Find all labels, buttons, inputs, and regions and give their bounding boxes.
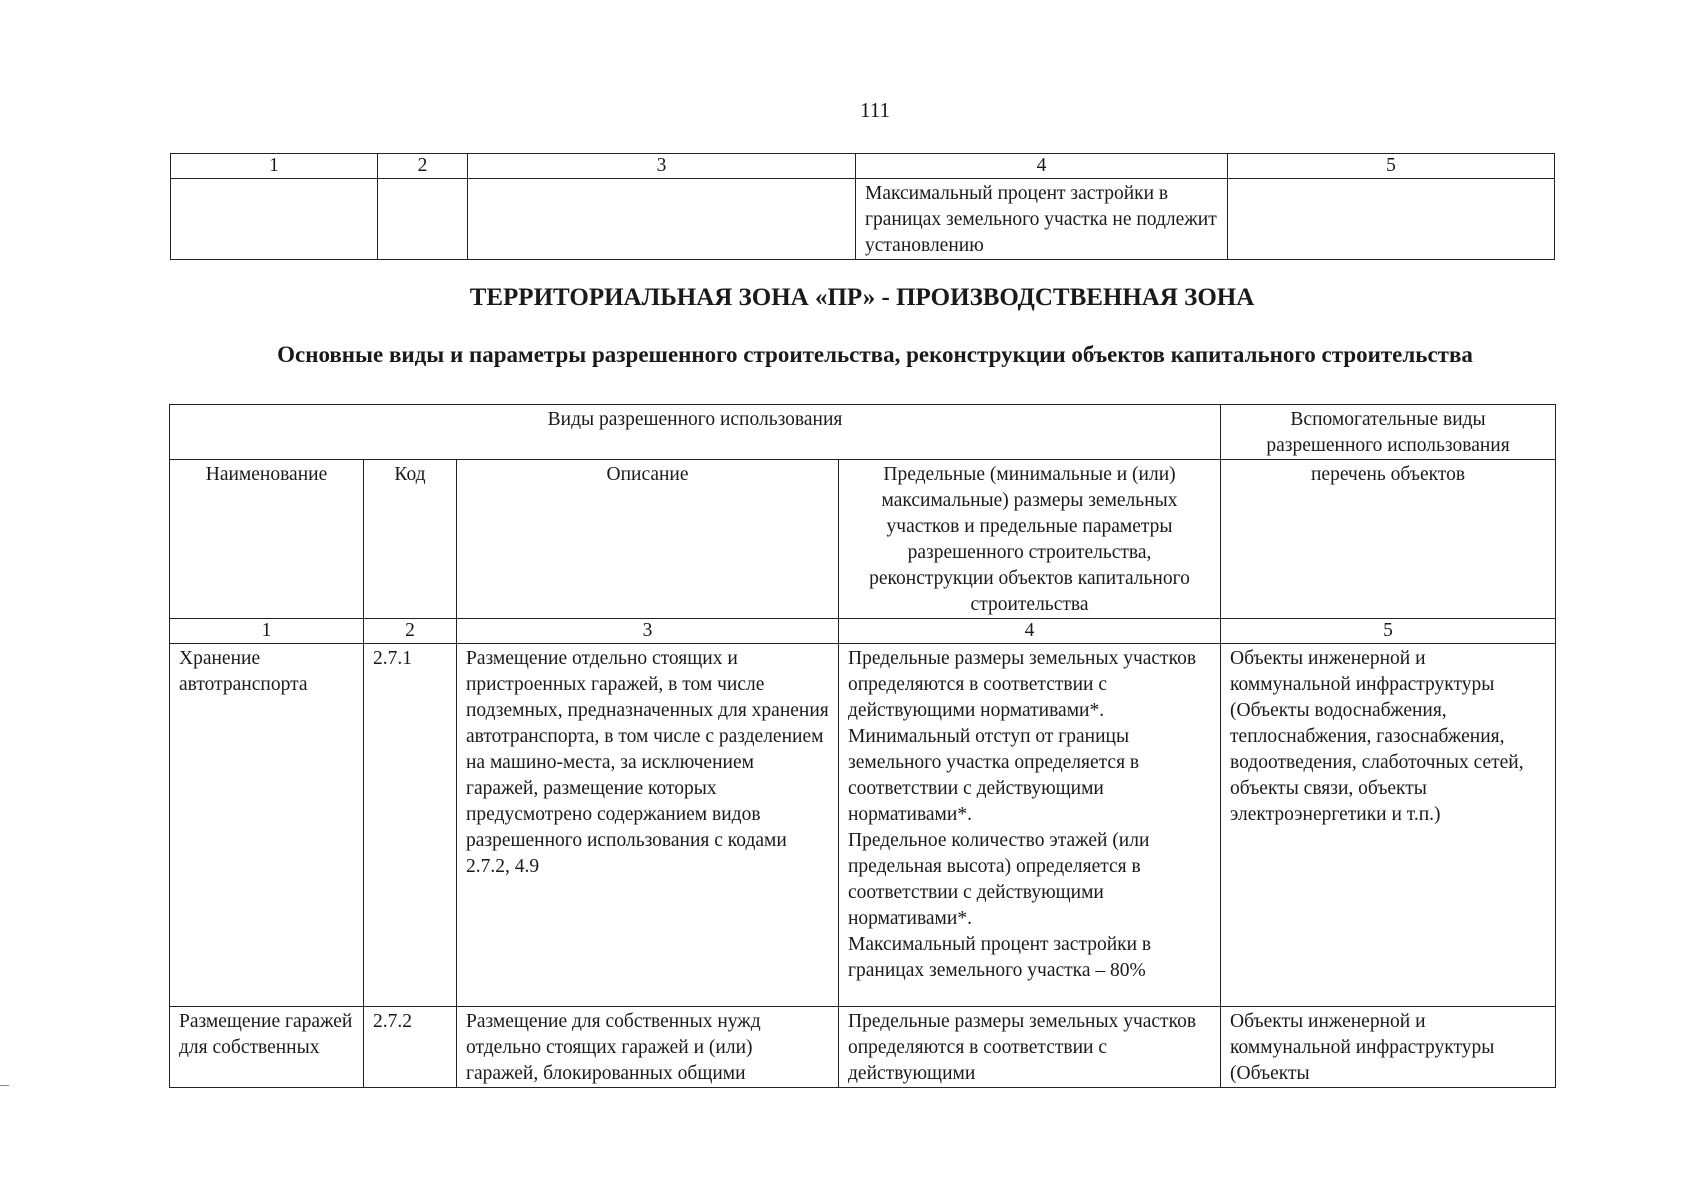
column-header-name: Наименование xyxy=(170,460,364,619)
column-number: 1 xyxy=(170,619,364,644)
column-number: 4 xyxy=(839,619,1221,644)
row-description: Размещение отдельно стоящих и пристроенных гаражей, в том числе подземных, предназначенных для хранения автотранспорта, в том числе с разделением на машино-места, за исключением гаражей, размещение которых предусмотрено содержанием видов разрешенного использования с кодами 2.7.2, 4.9 xyxy=(457,644,839,1007)
carry-cell xyxy=(378,179,468,260)
column-header-code: Код xyxy=(364,460,457,619)
auxiliary-uses-header: Вспомогательные виды разрешенного использования xyxy=(1221,405,1556,460)
row-auxiliary: Объекты инженерной и коммунальной инфраструктуры (Объекты водоснабжения, теплоснабжения, газоснабжения, водоотведения, слаботочных сетей, объекты связи, объекты электроэнергетики и т.п.) xyxy=(1221,644,1556,1007)
row-name: Хранение автотранспорта xyxy=(170,644,364,1007)
group-header-row xyxy=(170,405,1556,460)
row-description: Размещение для собственных нужд отдельно стоящих гаражей и (или) гаражей, блокированных общими xyxy=(457,1007,839,1088)
carry-header-cell: 4 xyxy=(856,154,1228,179)
carry-cell xyxy=(468,179,856,260)
row-code: 2.7.2 xyxy=(364,1007,457,1088)
parameter-line: Предельное количество этажей (или предельная высота) определяется в соответствии с действующими нормативами*. xyxy=(848,830,1150,929)
page-number: 111 xyxy=(860,98,890,122)
column-header-description: Описание xyxy=(457,460,839,619)
carry-header-cell: 1 xyxy=(171,154,378,179)
carry-header-cell: 5 xyxy=(1228,154,1555,179)
row-parameters xyxy=(839,644,1221,1007)
permitted-uses-table xyxy=(169,404,1556,1088)
parameter-line: Минимальный отступ от границы земельного участка определяется в соответствии с действующими нормативами*. xyxy=(848,726,1140,825)
row-code: 2.7.1 xyxy=(364,644,457,1007)
column-number: 2 xyxy=(364,619,457,644)
column-number: 5 xyxy=(1221,619,1556,644)
carry-cell xyxy=(171,179,378,260)
row-name: Размещение гаражей для собственных xyxy=(170,1007,364,1088)
parameter-line: Максимальный процент застройки в границах земельного участка – 80% xyxy=(848,934,1152,981)
carry-header-cell: 3 xyxy=(468,154,856,179)
zone-title: ТЕРРИТОРИАЛЬНАЯ ЗОНА «ПР» - ПРОИЗВОДСТВЕННАЯ ЗОНА xyxy=(469,284,1255,311)
table-row xyxy=(170,1007,1556,1088)
column-header-row xyxy=(170,460,1556,619)
carry-data-row xyxy=(171,179,1555,260)
section-title: Основные виды и параметры разрешенного строительства, реконструкции объектов капитального строительства xyxy=(277,342,1473,367)
carry-cell xyxy=(1228,179,1555,260)
column-number: 3 xyxy=(457,619,839,644)
permitted-uses-header: Виды разрешенного использования xyxy=(170,405,1221,460)
carry-over-table xyxy=(170,153,1555,260)
column-header-parameters: Предельные (минимальные и (или) максимальные) размеры земельных участков и предельные параметры разрешенного строительства, реконструкции объектов капитального строительства xyxy=(839,460,1221,619)
carry-header-cell: 2 xyxy=(378,154,468,179)
column-number-row xyxy=(170,619,1556,644)
carry-cell-parameters: Максимальный процент застройки в границах земельного участка не подлежит установлению xyxy=(856,179,1228,260)
row-auxiliary: Объекты инженерной и коммунальной инфраструктуры (Объекты xyxy=(1221,1007,1556,1088)
column-header-objects: перечень объектов xyxy=(1221,460,1556,619)
scan-edge-mark xyxy=(0,1085,9,1086)
parameter-line: Предельные размеры земельных участков определяются в соответствии с действующими нормативами*. xyxy=(848,648,1197,721)
parameter-line: Предельные размеры земельных участков определяются в соответствии с действующими xyxy=(848,1011,1197,1084)
row-parameters xyxy=(839,1007,1221,1088)
table-row xyxy=(170,644,1556,1007)
carry-header-row xyxy=(171,154,1555,179)
